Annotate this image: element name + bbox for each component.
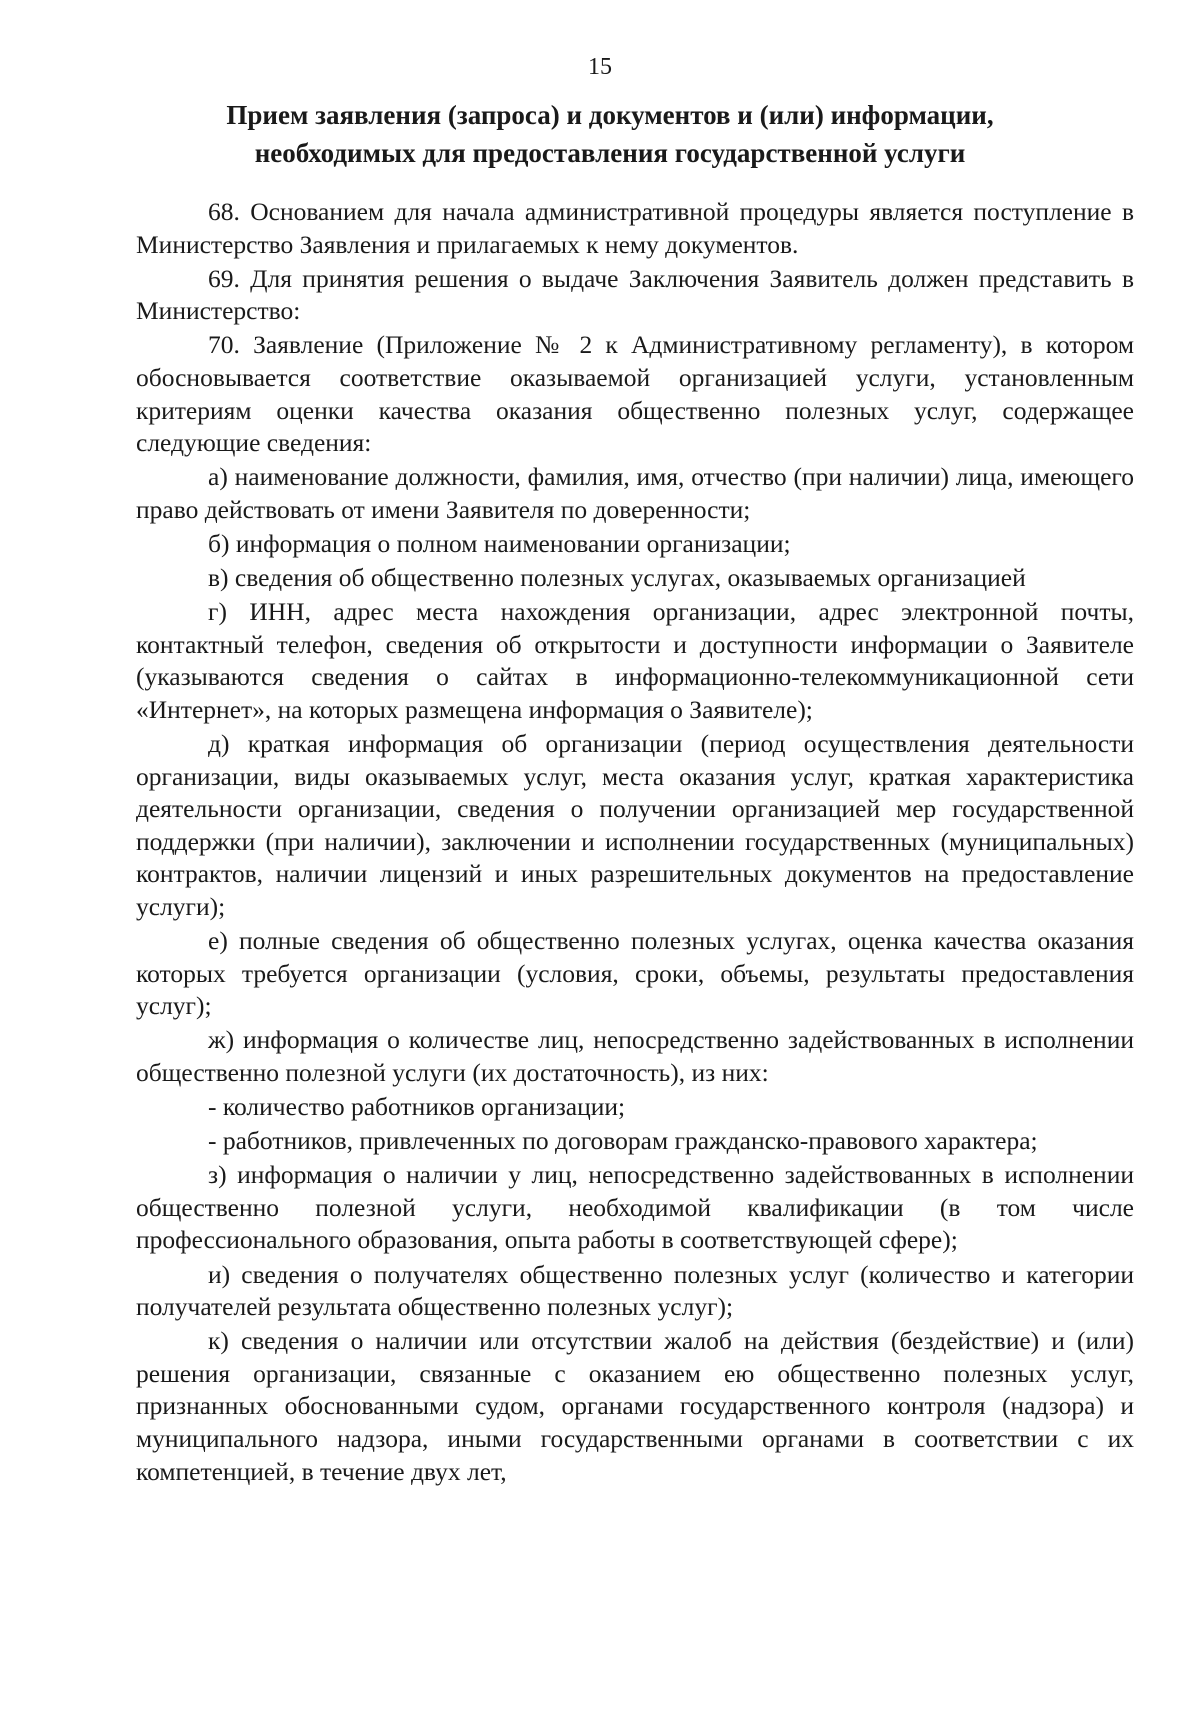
list-item-e: е) полные сведения об общественно полезных услугах, оценка качества оказания которых требуется организации (условия, сроки, объемы, результаты предоставления услуг);: [136, 926, 1134, 1021]
page-number: 15: [588, 54, 612, 80]
sub-item-employees: - количество работников организации;: [208, 1092, 626, 1122]
section-heading-line-2: необходимых для предоставления государственной услуги: [254, 138, 966, 168]
document-body: [136, 196, 1134, 1490]
list-item-a: а) наименование должности, фамилия, имя, отчество (при наличии) лица, имеющего право действовать от имени Заявителя по доверенности;: [136, 462, 1134, 524]
list-item-d: д) краткая информация об организации (период осуществления деятельности организации, виды оказываемых услуг, места оказания услуг, краткая характеристика деятельности организации, сведения о получении организацией мер государственной поддержки (при наличии), заключении и исполнении государственных (муниципальных) контрактов, наличии лицензий и иных разрешительных документов на предоставление услуги);: [136, 729, 1134, 921]
list-item-k: к) сведения о наличии или отсутствии жалоб на действия (бездействие) и (или) решения организации, связанные с оказанием ею общественно полезных услуг, признанных обоснованными судом, органами государственного контроля (надзора) и муниципального надзора, иными государственными органами в соответствии с их компетенцией, в течение двух лет,: [136, 1326, 1134, 1486]
list-item-v: в) сведения об общественно полезных услугах, оказываемых организацией: [208, 563, 1026, 593]
list-item-b: б) информация о полном наименовании организации;: [208, 528, 791, 558]
list-item-z: з) информация о наличии у лиц, непосредственно задействованных в исполнении общественно полезной услуги, необходимой квалификации (в том числе профессионального образования, опыта работы в соответствующей сфере);: [136, 1160, 1134, 1255]
section-heading: [140, 96, 1080, 172]
list-item-i: и) сведения о получателях общественно полезных услуг (количество и категории получателей результата общественно полезных услуг);: [136, 1259, 1134, 1322]
list-item-g: г) ИНН, адрес места нахождения организации, адрес электронной почты, контактный телефон, сведения об открытости и доступности информации о Заявителе (указываются сведения о сайтах в информационно-телекоммуникационной сети «Интернет», на которых размещена информация о Заявителе);: [136, 597, 1134, 724]
sub-item-contractors: - работников, привлеченных по договорам гражданско-правового характера;: [208, 1126, 1038, 1156]
list-item-zh: ж) информация о количестве лиц, непосредственно задействованных в исполнении общественно полезной услуги (их достаточность), из них:: [136, 1025, 1134, 1087]
paragraph-70: 70. Заявление (Приложение № 2 к Административному регламенту), в котором обосновывается соответствие оказываемой организацией услуги, установленным критериям оценки качества оказания общественно полезных услуг, содержащее следующие сведения:: [136, 330, 1134, 458]
paragraph-68: 68. Основанием для начала административной процедуры является поступление в Министерство Заявления и прилагаемых к нему документов.: [136, 197, 1134, 259]
paragraph-69: 69. Для принятия решения о выдаче Заключения Заявитель должен представить в Министерство:: [136, 263, 1134, 326]
section-heading-line-1: Прием заявления (запроса) и документов и (или) информации,: [226, 100, 994, 130]
